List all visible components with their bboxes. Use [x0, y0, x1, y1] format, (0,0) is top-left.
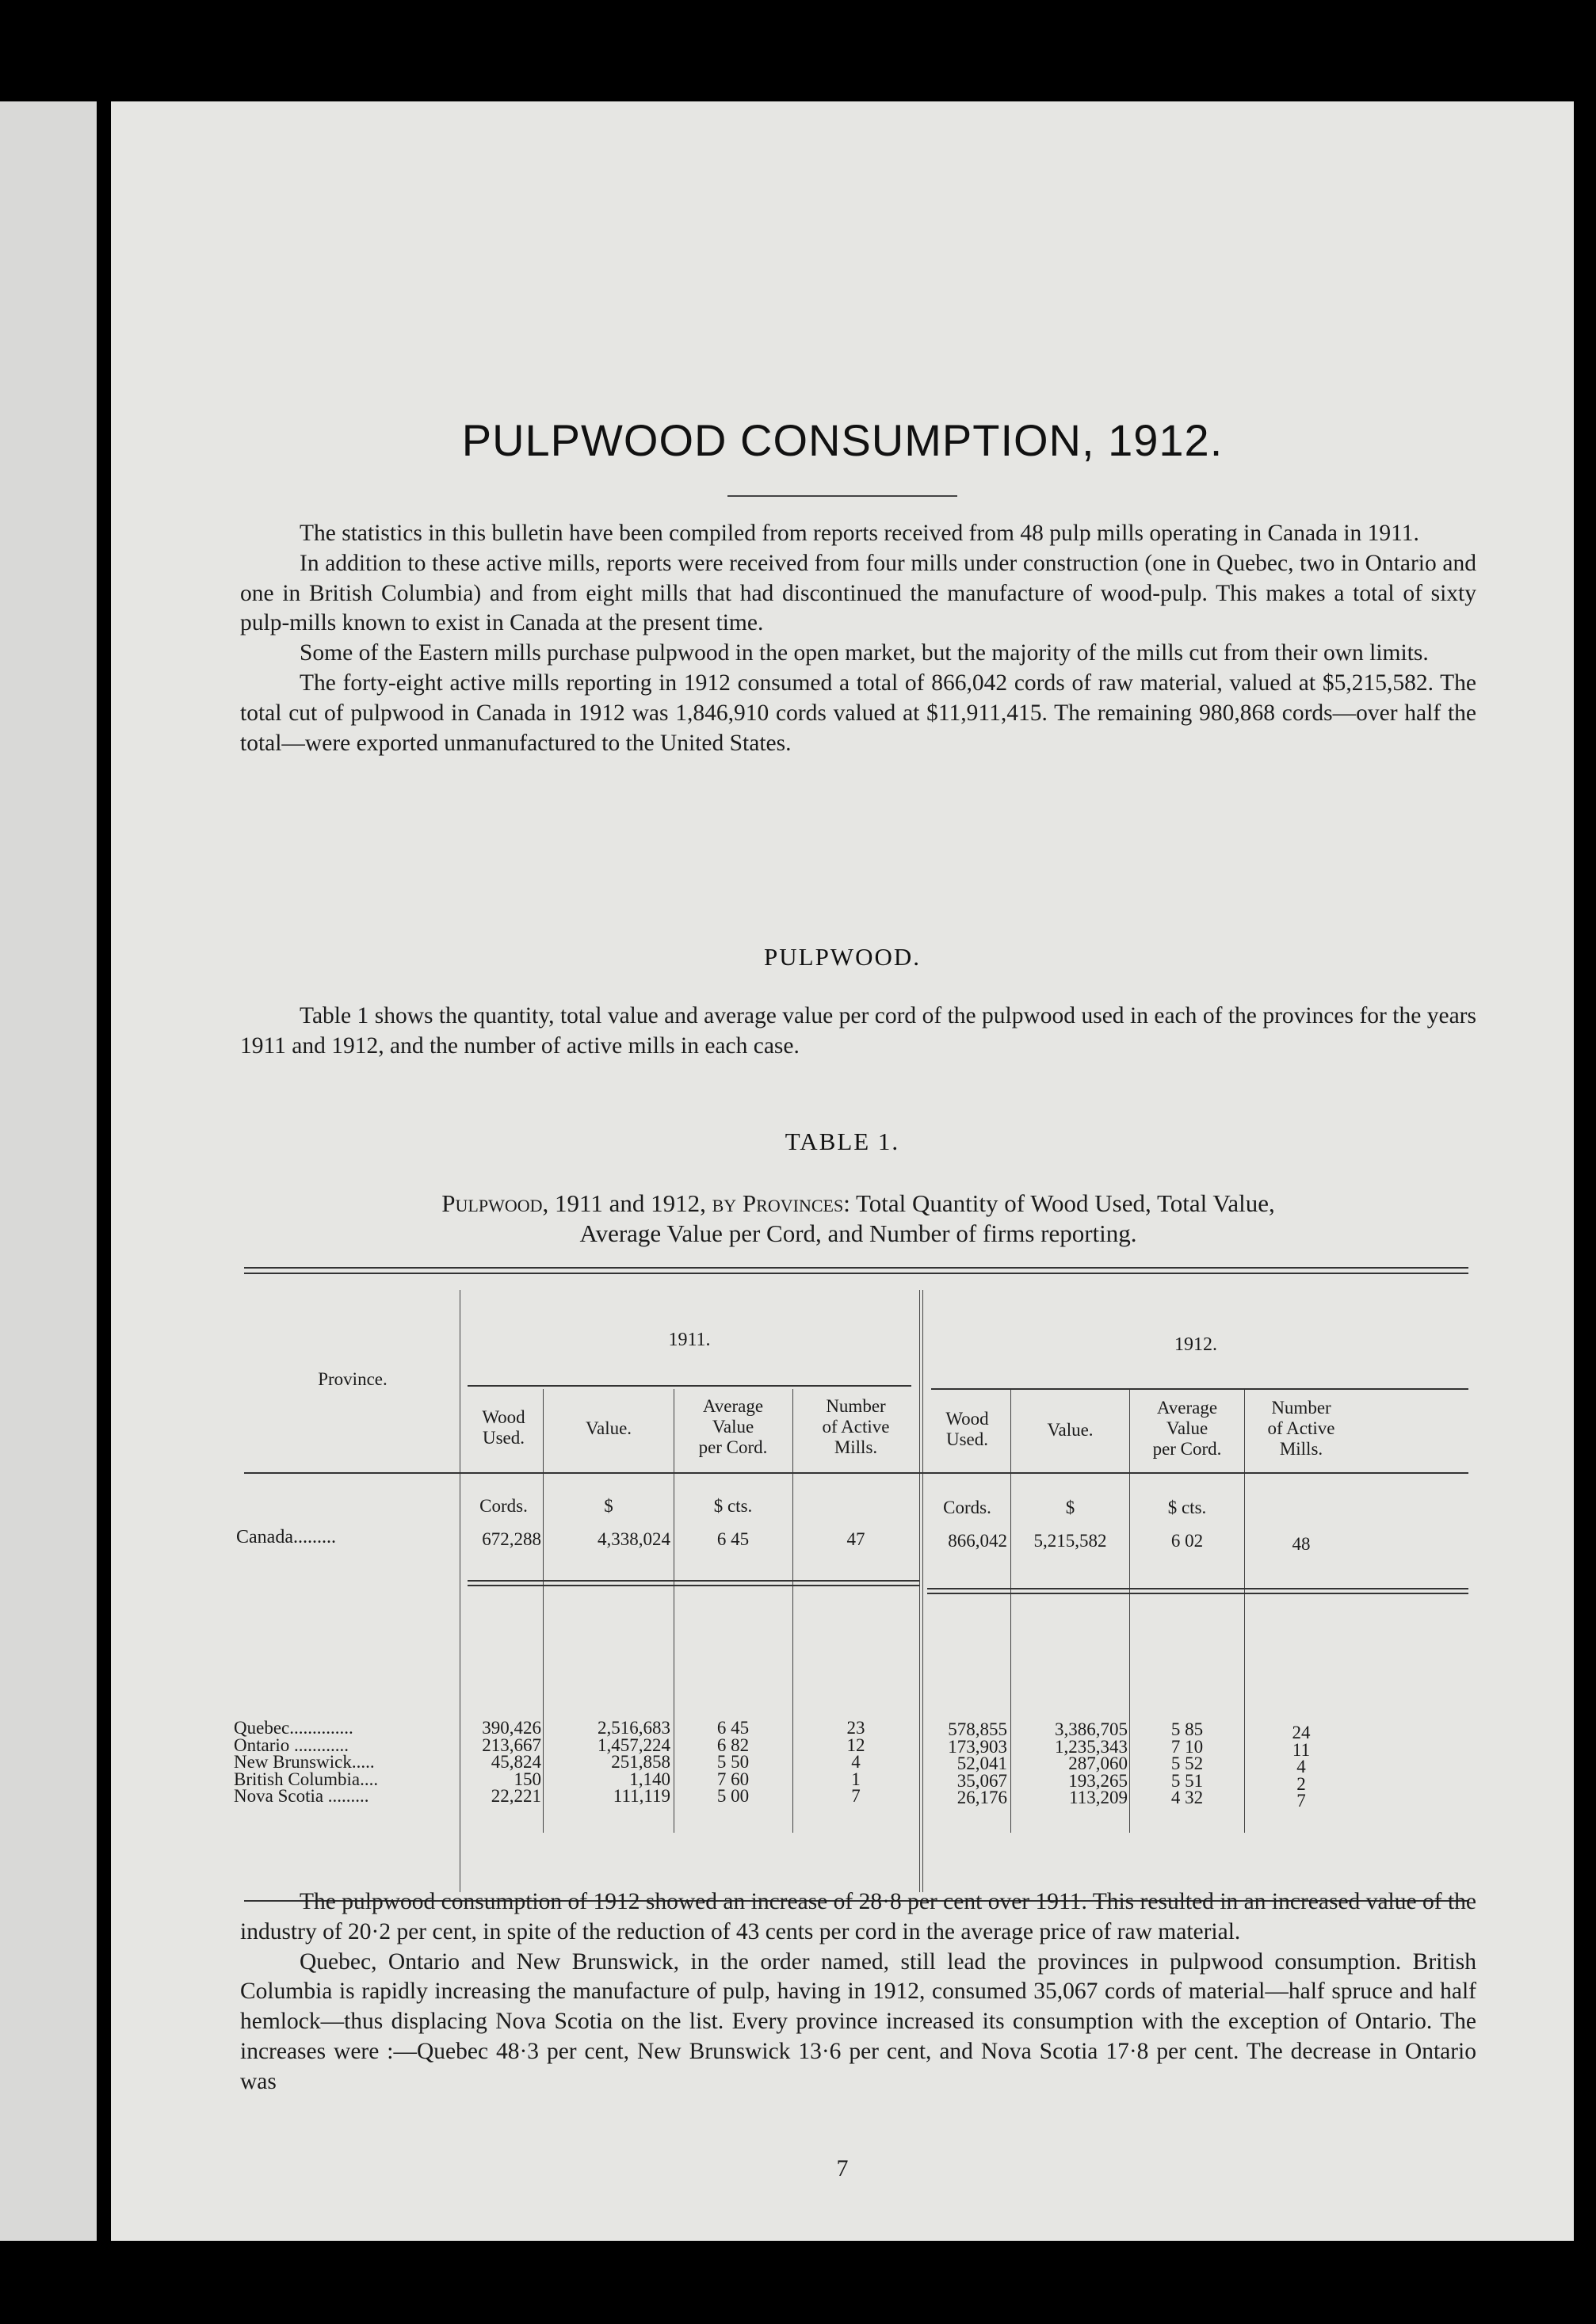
col-1911-avg: [675, 1719, 791, 1805]
unit-dollars: $: [1065, 1498, 1075, 1517]
col-header-active-mills: Number of Active Mills.: [1267, 1398, 1335, 1459]
canada-label: Canada.........: [236, 1527, 336, 1547]
intro-paragraph: In addition to these active mills, reports were received from four mills under construction (one in Quebec, two in Ontario and one in British Columbia) and from eight mills that had discontinued the manufacture of wood-pulp. This makes a total of sixty pulp-mills known to exist in Canada at the present time.: [240, 550, 1476, 636]
cell: 1,457,224: [598, 1734, 670, 1755]
cell: 5 52: [1170, 1753, 1204, 1773]
cell: 5 85: [1170, 1719, 1204, 1739]
table-label: TABLE 1.: [785, 1128, 900, 1155]
canada-1911-avg: 6 45: [716, 1529, 750, 1549]
col-header-value: Value.: [1047, 1420, 1094, 1440]
caption-lead: Pulpwood: [441, 1189, 543, 1217]
unit-cords: Cords.: [479, 1496, 528, 1516]
col-1912-value: [1013, 1721, 1128, 1807]
cell: 251,858: [611, 1752, 670, 1772]
cell: 2: [1296, 1773, 1306, 1794]
caption-by-provinces: by Provinces: [712, 1189, 844, 1217]
cell: 113,209: [1069, 1788, 1128, 1807]
cell: 1,140: [629, 1769, 670, 1789]
page-number: 7: [836, 2155, 849, 2181]
column-divider: [922, 1290, 923, 1892]
table-top-rule: [244, 1273, 1468, 1274]
cell: 287,060: [1068, 1753, 1128, 1773]
section-heading: PULPWOOD.: [764, 943, 921, 971]
cell: 3,386,705: [1055, 1719, 1128, 1739]
cell: 390,426: [482, 1718, 541, 1738]
column-divider: [1129, 1389, 1130, 1833]
analysis-text: [240, 1887, 1476, 2097]
canada-1911-value: 4,338,024: [598, 1529, 670, 1549]
cell: 173,903: [948, 1736, 1007, 1757]
cell: 6 45: [716, 1718, 750, 1738]
cell: 1,235,343: [1055, 1736, 1128, 1757]
unit-cents: $ cts.: [1167, 1498, 1207, 1517]
cell: 45,824: [491, 1752, 541, 1772]
cell: 4: [851, 1752, 861, 1772]
cell: 150: [514, 1769, 541, 1789]
canada-1912-wood: 866,042: [948, 1531, 1007, 1551]
cell: 4: [1296, 1757, 1306, 1776]
col-1911-wood: [466, 1719, 541, 1805]
cell: 5 50: [716, 1752, 750, 1772]
canada-underline: [927, 1593, 1468, 1594]
cell: 24: [1292, 1723, 1311, 1742]
col-header-wood-used: Wood Used.: [945, 1409, 989, 1449]
year-header-1912: 1912.: [1174, 1334, 1217, 1355]
caption-text: , 1911 and 1912,: [542, 1189, 712, 1217]
province-label: British Columbia....: [234, 1769, 379, 1789]
header-rule: [931, 1388, 1468, 1390]
canada-underline: [468, 1585, 919, 1586]
intro-paragraph: The forty-eight active mills reporting in 1912 consumed a total of 866,042 cords of raw material, valued at $5,215,582. The total cut of pulpwood in Canada in 1912 was 1,846,910 cords valued at $11,911,415. The remaining 980,868 cords—over half the total—were exported unmanufactured to the United States.: [240, 670, 1476, 756]
table-caption-line-2: Average Value per Cord, and Number of firms reporting.: [579, 1219, 1137, 1247]
canada-1912-value: 5,215,582: [1033, 1531, 1107, 1551]
cell: 5 51: [1170, 1770, 1204, 1791]
province-label: Nova Scotia .........: [234, 1786, 369, 1806]
unit-dollars: $: [604, 1496, 613, 1516]
column-divider: [1244, 1389, 1245, 1833]
analysis-paragraph: Quebec, Ontario and New Brunswick, in the order named, still lead the provinces in pulpwood consumption. British Columbia is rapidly increasing the manufacture of pulp, having in 1912, consumed 35,067 cords of material—half spruce and half hemlock—thus displacing Nova Scotia on the list. Every province increased its consumption with the exception of Ontario. The increases were :—Quebec 48·3 per cent, New Brunswick 13·6 per cent, and Nova Scotia 17·8 per cent. The decrease in Ontario was: [240, 1948, 1476, 2094]
document-page: [111, 101, 1574, 2241]
title-divider: [727, 495, 957, 497]
cell: 12: [846, 1734, 865, 1755]
column-divider: [1010, 1389, 1011, 1833]
province-header: Province.: [318, 1369, 388, 1389]
cell: 111,119: [613, 1786, 670, 1806]
cell: 7: [851, 1786, 861, 1806]
table-caption-line-1: [240, 1189, 1476, 1219]
column-divider: [919, 1290, 920, 1892]
canada-1912-mills: 48: [1292, 1534, 1311, 1554]
canada-underline: [468, 1580, 919, 1582]
cell: 213,667: [482, 1734, 541, 1755]
cell: 22,221: [491, 1786, 541, 1806]
table-top-rule: [244, 1267, 1468, 1269]
col-1912-avg: [1132, 1721, 1243, 1807]
cell: 2,516,683: [598, 1718, 670, 1738]
intro-text: [240, 519, 1476, 758]
unit-cords: Cords.: [943, 1498, 991, 1517]
cell: 35,067: [956, 1770, 1007, 1791]
col-header-avg-value: Average Value per Cord.: [698, 1396, 768, 1457]
table-intro-paragraph: Table 1 shows the quantity, total value and average value per cord of the pulpwood used in each of the provinces for the years 1911 and 1912, and the number of active mills in each case.: [240, 1003, 1476, 1059]
province-label: Quebec..............: [234, 1718, 353, 1738]
cell: 578,855: [948, 1719, 1007, 1739]
year-header-1911: 1911.: [668, 1330, 711, 1350]
unit-cents: $ cts.: [713, 1496, 753, 1516]
table-intro: [240, 1002, 1476, 1062]
table-caption: [240, 1189, 1476, 1249]
col-1911-mills: [794, 1719, 918, 1805]
canada-underline: [927, 1588, 1468, 1589]
province-label: New Brunswick.....: [234, 1752, 375, 1772]
cell: 26,176: [956, 1788, 1007, 1807]
column-divider: [792, 1389, 793, 1833]
province-label: Ontario ............: [234, 1734, 349, 1755]
adjacent-page-edge: [0, 101, 97, 2241]
cell: 7 10: [1170, 1736, 1204, 1757]
analysis-paragraph: The pulpwood consumption of 1912 showed an increase of 28·8 per cent over 1911. This resulted in an increased value of the industry of 20·2 per cent, in spite of the reduction of 43 cents per cord in the average price of raw material.: [240, 1889, 1476, 1944]
col-1912-wood: [926, 1721, 1007, 1807]
col-header-active-mills: Number of Active Mills.: [822, 1396, 890, 1457]
intro-paragraph: The statistics in this bulletin have been compiled from reports received from 48 pulp mills operating in Canada in 1911.: [300, 521, 1419, 546]
cell: 6 82: [716, 1734, 750, 1755]
page-title: PULPWOOD CONSUMPTION, 1912.: [461, 415, 1224, 465]
cell: 193,265: [1068, 1770, 1128, 1791]
caption-text: : Total Quantity of Wood Used, Total Value,: [843, 1189, 1275, 1217]
cell: 11: [1292, 1739, 1311, 1760]
cell: 52,041: [956, 1753, 1007, 1773]
cell: 1: [851, 1769, 861, 1789]
cell: 5 00: [716, 1786, 750, 1806]
intro-paragraph: Some of the Eastern mills purchase pulpwood in the open market, but the majority of the mills cut from their own limits.: [300, 640, 1429, 666]
col-header-value: Value.: [585, 1418, 632, 1438]
cell: 7 60: [716, 1769, 750, 1789]
cell: 23: [846, 1718, 865, 1738]
canada-1911-mills: 47: [846, 1529, 865, 1549]
col-1911-value: [545, 1719, 670, 1805]
col-1912-mills: [1246, 1724, 1357, 1810]
canada-1912-avg: 6 02: [1170, 1531, 1204, 1551]
header-bottom-rule: [244, 1472, 1468, 1474]
header-rule: [468, 1385, 911, 1387]
col-header-avg-value: Average Value per Cord.: [1152, 1398, 1222, 1459]
cell: 7: [1296, 1791, 1306, 1811]
canada-1911-wood: 672,288: [482, 1529, 541, 1549]
col-header-wood-used: Wood Used.: [482, 1407, 525, 1448]
cell: 4 32: [1170, 1788, 1204, 1807]
